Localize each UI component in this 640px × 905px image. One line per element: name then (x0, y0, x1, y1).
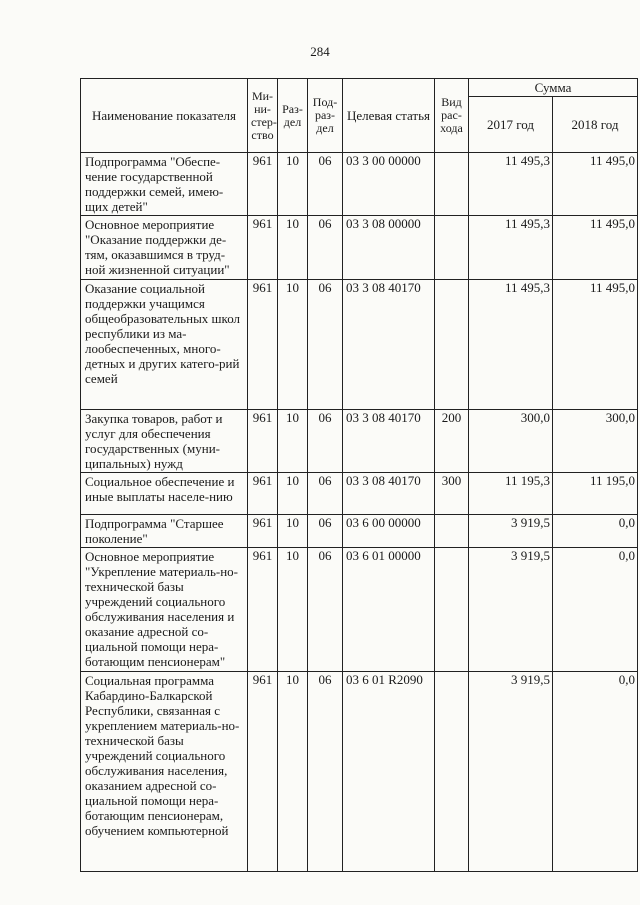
row-name: Оказание социальной поддержки учащимся общеобразовательных школ республики из ма-лообеспеченных, много-детных и других катего-рий семей (81, 280, 248, 410)
row-subsection: 06 (308, 153, 343, 216)
table-row (81, 410, 638, 473)
row-ministry: 961 (248, 153, 278, 216)
row-ministry: 961 (248, 548, 278, 672)
header-subsection: Под-раз-дел (308, 79, 343, 153)
table-row (81, 280, 638, 410)
table-row (81, 515, 638, 548)
row-expense-type: 300 (435, 473, 469, 515)
header-target: Целевая статья (343, 79, 435, 153)
row-name: Подпрограмма "Старшее поколение" (81, 515, 248, 548)
row-target: 03 3 08 40170 (343, 473, 435, 515)
row-expense-type (435, 548, 469, 672)
row-ministry: 961 (248, 410, 278, 473)
table-row (81, 473, 638, 515)
row-subsection: 06 (308, 216, 343, 280)
row-name: Закупка товаров, работ и услуг для обеспечения государственных (муни-ципальных) нужд (81, 410, 248, 473)
budget-table (80, 78, 638, 872)
row-expense-type: 200 (435, 410, 469, 473)
row-sum-2018: 0,0 (553, 672, 638, 872)
row-expense-type (435, 515, 469, 548)
row-expense-type (435, 216, 469, 280)
row-sum-2017: 11 195,3 (469, 473, 553, 515)
row-section: 10 (278, 410, 308, 473)
row-name: Социальное обеспечение и иные выплаты населе-нию (81, 473, 248, 515)
row-target: 03 6 00 00000 (343, 515, 435, 548)
row-subsection: 06 (308, 410, 343, 473)
row-target: 03 3 00 00000 (343, 153, 435, 216)
row-target: 03 3 08 40170 (343, 410, 435, 473)
row-target: 03 3 08 40170 (343, 280, 435, 410)
row-expense-type (435, 280, 469, 410)
row-sum-2018: 0,0 (553, 548, 638, 672)
row-ministry: 961 (248, 672, 278, 872)
table-body (81, 153, 638, 872)
row-ministry: 961 (248, 515, 278, 548)
row-name: Подпрограмма "Обеспе-чение государственной поддержки семей, имею-щих детей" (81, 153, 248, 216)
header-name: Наименование показателя (81, 79, 248, 153)
row-sum-2017: 3 919,5 (469, 548, 553, 672)
row-target: 03 3 08 00000 (343, 216, 435, 280)
row-section: 10 (278, 216, 308, 280)
row-name: Основное мероприятие "Оказание поддержки де-тям, оказавшимся в труд-ной жизненной ситуации" (81, 216, 248, 280)
row-sum-2018: 11 195,0 (553, 473, 638, 515)
table-row (81, 153, 638, 216)
row-section: 10 (278, 672, 308, 872)
row-expense-type (435, 153, 469, 216)
page-number: 284 (310, 44, 330, 59)
row-subsection: 06 (308, 548, 343, 672)
row-name: Основное мероприятие "Укрепление материаль-но-технической базы учреждений социального обслуживания населения и оказание адресной со-циальной помощи нера-ботающим пенсионерам" (81, 548, 248, 672)
header-year-2018: 2018 год (553, 97, 638, 153)
row-section: 10 (278, 548, 308, 672)
row-subsection: 06 (308, 515, 343, 548)
row-ministry: 961 (248, 216, 278, 280)
table-row (81, 548, 638, 672)
header-ministry: Ми-ни-стер-ство (248, 79, 278, 153)
row-sum-2018: 11 495,0 (553, 153, 638, 216)
row-sum-2018: 0,0 (553, 515, 638, 548)
row-expense-type (435, 672, 469, 872)
row-section: 10 (278, 280, 308, 410)
table-row (81, 672, 638, 872)
row-subsection: 06 (308, 473, 343, 515)
header-expense-type: Вид рас-хода (435, 79, 469, 153)
header-year-2017: 2017 год (469, 97, 553, 153)
row-sum-2018: 11 495,0 (553, 216, 638, 280)
row-sum-2018: 300,0 (553, 410, 638, 473)
row-section: 10 (278, 153, 308, 216)
row-ministry: 961 (248, 473, 278, 515)
row-ministry: 961 (248, 280, 278, 410)
row-sum-2017: 11 495,3 (469, 153, 553, 216)
row-sum-2018: 11 495,0 (553, 280, 638, 410)
row-sum-2017: 3 919,5 (469, 515, 553, 548)
row-target: 03 6 01 00000 (343, 548, 435, 672)
header-section: Раз-дел (278, 79, 308, 153)
row-sum-2017: 3 919,5 (469, 672, 553, 872)
row-section: 10 (278, 473, 308, 515)
row-sum-2017: 11 495,3 (469, 216, 553, 280)
row-section: 10 (278, 515, 308, 548)
header-sum: Сумма (469, 79, 638, 97)
row-subsection: 06 (308, 672, 343, 872)
row-target: 03 6 01 R2090 (343, 672, 435, 872)
row-sum-2017: 300,0 (469, 410, 553, 473)
row-name: Социальная программа Кабардино-Балкарской Республики, связанная с укреплением материаль-но-технической базы учреждений социального обслуживания населения, оказанием адресной со-циальной помощи нера-ботающим пенсионерам, обучением компьютерной (81, 672, 248, 872)
row-subsection: 06 (308, 280, 343, 410)
table-header (81, 79, 638, 153)
row-sum-2017: 11 495,3 (469, 280, 553, 410)
table-row (81, 216, 638, 280)
